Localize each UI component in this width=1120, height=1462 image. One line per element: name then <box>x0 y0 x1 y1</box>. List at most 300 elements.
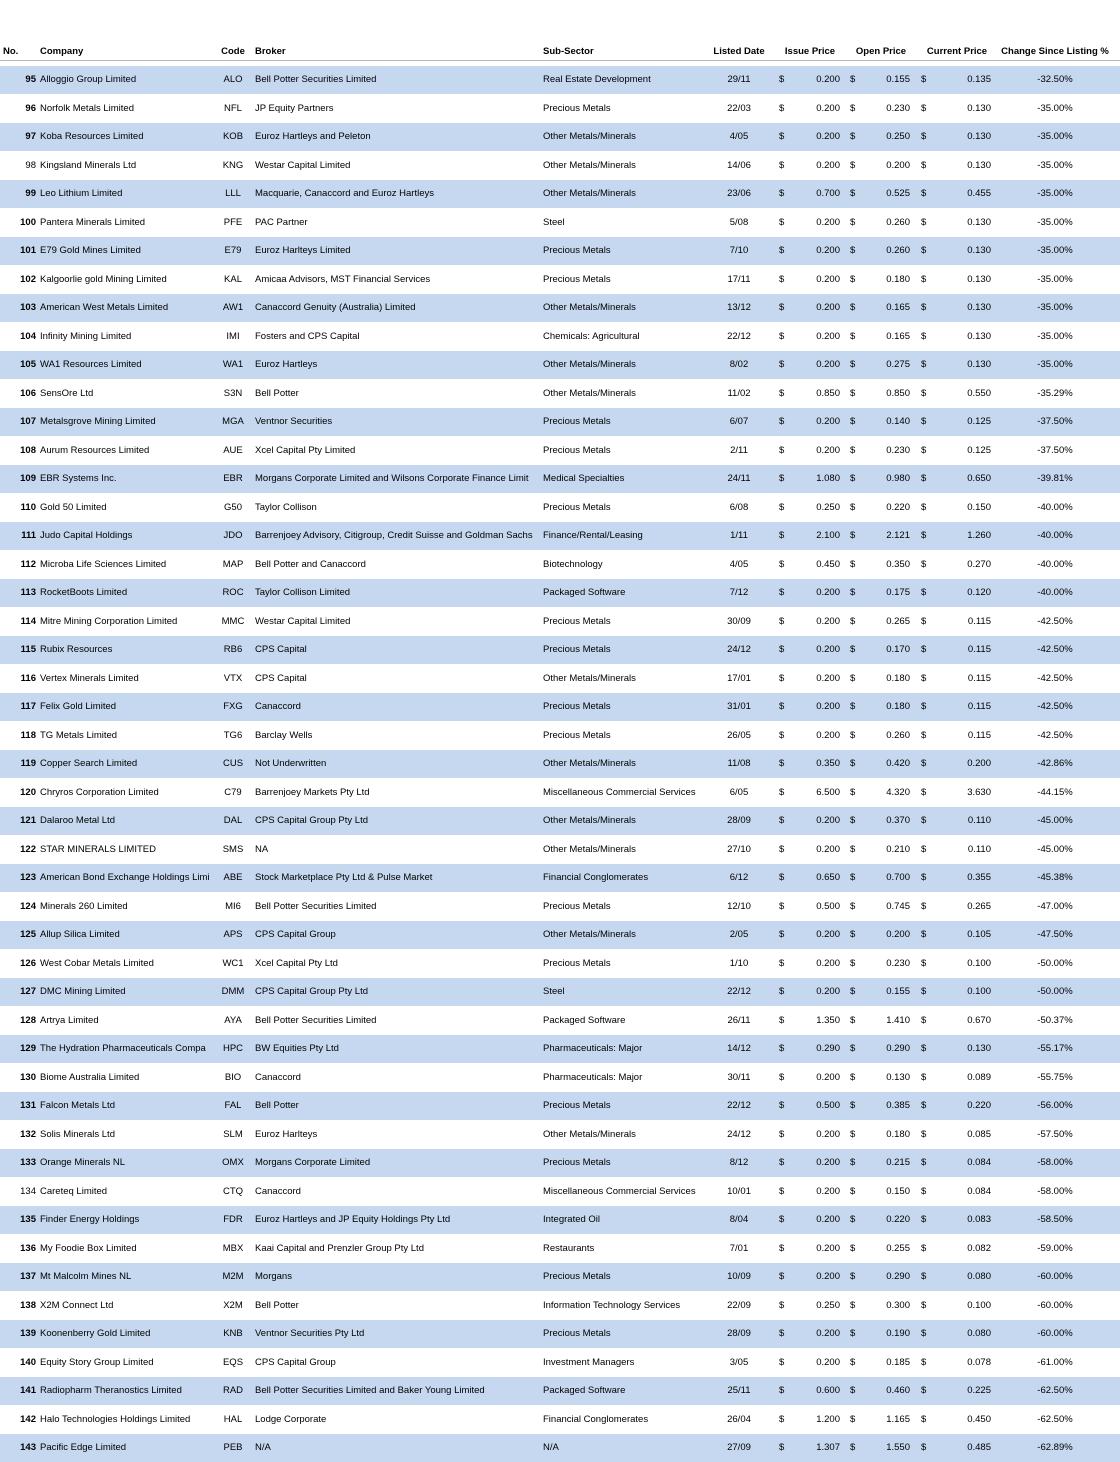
current-price-cell: 0.150 <box>935 493 991 522</box>
current-price-cell: 0.100 <box>935 949 991 978</box>
open-currency: $ <box>850 1291 860 1320</box>
code-cell: G50 <box>218 493 248 522</box>
table-row <box>0 807 1120 836</box>
header-row <box>0 41 1120 61</box>
issue-currency: $ <box>779 379 789 408</box>
current-currency: $ <box>921 180 931 209</box>
issue-currency: $ <box>779 522 789 551</box>
header-no: No. <box>3 41 37 61</box>
code-cell: C79 <box>218 778 248 807</box>
table-row <box>0 1291 1120 1320</box>
company-cell: Chryros Corporation Limited <box>40 778 218 807</box>
open-price-cell: 0.460 <box>860 1377 910 1406</box>
current-price-cell: 0.130 <box>935 1035 991 1064</box>
issue-price-cell: 1.307 <box>790 1434 840 1462</box>
open-currency: $ <box>850 835 860 864</box>
company-cell: Aurum Resources Limited <box>40 436 218 465</box>
open-price-cell: 0.525 <box>860 180 910 209</box>
row-no: 130 <box>2 1063 36 1092</box>
broker-cell: CPS Capital Group <box>255 1348 541 1377</box>
current-currency: $ <box>921 1177 931 1206</box>
row-no: 110 <box>2 493 36 522</box>
table-row <box>0 636 1120 665</box>
sub-sector-cell: Finance/Rental/Leasing <box>543 522 713 551</box>
broker-cell: Bell Potter <box>255 1092 541 1121</box>
current-currency: $ <box>921 892 931 921</box>
open-currency: $ <box>850 607 860 636</box>
table-row <box>0 66 1120 95</box>
open-currency: $ <box>850 66 860 95</box>
change-cell: -62.50% <box>1000 1405 1110 1434</box>
change-cell: -39.81% <box>1000 465 1110 494</box>
table-row <box>0 1006 1120 1035</box>
table-row <box>0 465 1120 494</box>
issue-price-cell: 0.200 <box>790 1177 840 1206</box>
current-price-cell: 0.115 <box>935 636 991 665</box>
current-currency: $ <box>921 1348 931 1377</box>
open-price-cell: 0.290 <box>860 1263 910 1292</box>
company-cell: My Foodie Box Limited <box>40 1234 218 1263</box>
broker-cell: N/A <box>255 1434 541 1462</box>
open-currency: $ <box>850 1177 860 1206</box>
company-cell: Minerals 260 Limited <box>40 892 218 921</box>
company-cell: The Hydration Pharmaceuticals Compa <box>40 1035 218 1064</box>
code-cell: MGA <box>218 408 248 437</box>
listed-date-cell: 31/01 <box>713 693 765 722</box>
sub-sector-cell: Pharmaceuticals: Major <box>543 1035 713 1064</box>
change-cell: -37.50% <box>1000 436 1110 465</box>
table-row <box>0 1434 1120 1462</box>
current-currency: $ <box>921 1377 931 1406</box>
table-row <box>0 151 1120 180</box>
issue-price-cell: 0.200 <box>790 151 840 180</box>
current-price-cell: 0.080 <box>935 1263 991 1292</box>
issue-currency: $ <box>779 208 789 237</box>
company-cell: Careteq Limited <box>40 1177 218 1206</box>
company-cell: American West Metals Limited <box>40 294 218 323</box>
company-cell: X2M Connect Ltd <box>40 1291 218 1320</box>
open-currency: $ <box>850 1092 860 1121</box>
current-currency: $ <box>921 465 931 494</box>
open-price-cell: 0.260 <box>860 237 910 266</box>
broker-cell: Not Underwritten <box>255 750 541 779</box>
table-row <box>0 1177 1120 1206</box>
code-cell: MMC <box>218 607 248 636</box>
open-price-cell: 0.220 <box>860 1206 910 1235</box>
current-currency: $ <box>921 978 931 1007</box>
table-row <box>0 94 1120 123</box>
current-price-cell: 0.270 <box>935 550 991 579</box>
issue-currency: $ <box>779 1063 789 1092</box>
current-price-cell: 0.084 <box>935 1177 991 1206</box>
company-cell: Leo Lithium Limited <box>40 180 218 209</box>
table-row <box>0 1348 1120 1377</box>
listed-date-cell: 22/03 <box>713 94 765 123</box>
company-cell: Koba Resources Limited <box>40 123 218 152</box>
sub-sector-cell: Other Metals/Minerals <box>543 180 713 209</box>
current-price-cell: 0.200 <box>935 750 991 779</box>
code-cell: RAD <box>218 1377 248 1406</box>
current-currency: $ <box>921 408 931 437</box>
row-no: 112 <box>2 550 36 579</box>
listed-date-cell: 14/12 <box>713 1035 765 1064</box>
issue-currency: $ <box>779 123 789 152</box>
listed-date-cell: 29/11 <box>713 66 765 95</box>
sub-sector-cell: Precious Metals <box>543 94 713 123</box>
open-price-cell: 0.250 <box>860 123 910 152</box>
row-no: 107 <box>2 408 36 437</box>
open-price-cell: 0.190 <box>860 1320 910 1349</box>
row-no: 121 <box>2 807 36 836</box>
listed-date-cell: 22/12 <box>713 978 765 1007</box>
change-cell: -42.50% <box>1000 693 1110 722</box>
company-cell: WA1 Resources Limited <box>40 351 218 380</box>
header-current-price: Current Price <box>921 41 993 61</box>
issue-price-cell: 0.200 <box>790 294 840 323</box>
issue-price-cell: 0.200 <box>790 322 840 351</box>
company-cell: Pacific Edge Limited <box>40 1434 218 1462</box>
sub-sector-cell: Investment Managers <box>543 1348 713 1377</box>
listed-date-cell: 8/04 <box>713 1206 765 1235</box>
row-no: 104 <box>2 322 36 351</box>
current-price-cell: 0.455 <box>935 180 991 209</box>
sub-sector-cell: Precious Metals <box>543 636 713 665</box>
open-price-cell: 0.210 <box>860 835 910 864</box>
company-cell: Alloggio Group Limited <box>40 66 218 95</box>
table-row <box>0 550 1120 579</box>
table-row <box>0 1405 1120 1434</box>
code-cell: MBX <box>218 1234 248 1263</box>
broker-cell: Euroz Harlteys <box>255 1120 541 1149</box>
broker-cell: Amicaa Advisors, MST Financial Services <box>255 265 541 294</box>
company-cell: E79 Gold Mines Limited <box>40 237 218 266</box>
open-currency: $ <box>850 151 860 180</box>
listed-date-cell: 7/01 <box>713 1234 765 1263</box>
listed-date-cell: 4/05 <box>713 123 765 152</box>
current-currency: $ <box>921 1120 931 1149</box>
issue-currency: $ <box>779 94 789 123</box>
issue-price-cell: 1.080 <box>790 465 840 494</box>
change-cell: -40.00% <box>1000 493 1110 522</box>
code-cell: FAL <box>218 1092 248 1121</box>
current-price-cell: 0.089 <box>935 1063 991 1092</box>
current-currency: $ <box>921 265 931 294</box>
sub-sector-cell: Financial Conglomerates <box>543 864 713 893</box>
issue-price-cell: 0.200 <box>790 1234 840 1263</box>
issue-price-cell: 0.200 <box>790 1120 840 1149</box>
current-price-cell: 0.100 <box>935 1291 991 1320</box>
issue-price-cell: 0.200 <box>790 408 840 437</box>
listed-date-cell: 17/01 <box>713 664 765 693</box>
code-cell: WC1 <box>218 949 248 978</box>
listed-date-cell: 23/06 <box>713 180 765 209</box>
listed-date-cell: 28/09 <box>713 807 765 836</box>
company-cell: Kalgoorlie gold Mining Limited <box>40 265 218 294</box>
listed-date-cell: 22/09 <box>713 1291 765 1320</box>
company-cell: Biome Australia Limited <box>40 1063 218 1092</box>
table-row <box>0 123 1120 152</box>
open-price-cell: 2.121 <box>860 522 910 551</box>
listed-date-cell: 24/11 <box>713 465 765 494</box>
company-cell: RocketBoots Limited <box>40 579 218 608</box>
code-cell: KNG <box>218 151 248 180</box>
company-cell: TG Metals Limited <box>40 721 218 750</box>
current-price-cell: 0.115 <box>935 607 991 636</box>
issue-currency: $ <box>779 1434 789 1462</box>
sub-sector-cell: Miscellaneous Commercial Services <box>543 778 713 807</box>
open-currency: $ <box>850 1263 860 1292</box>
issue-currency: $ <box>779 978 789 1007</box>
company-cell: Allup Silica Limited <box>40 921 218 950</box>
open-currency: $ <box>850 864 860 893</box>
listed-date-cell: 1/10 <box>713 949 765 978</box>
broker-cell: Westar Capital Limited <box>255 151 541 180</box>
open-price-cell: 1.550 <box>860 1434 910 1462</box>
open-currency: $ <box>850 1377 860 1406</box>
issue-price-cell: 0.650 <box>790 864 840 893</box>
table-row <box>0 1149 1120 1178</box>
issue-price-cell: 0.200 <box>790 1320 840 1349</box>
current-price-cell: 0.100 <box>935 978 991 1007</box>
table-row <box>0 180 1120 209</box>
open-currency: $ <box>850 778 860 807</box>
sub-sector-cell: Information Technology Services <box>543 1291 713 1320</box>
row-no: 135 <box>2 1206 36 1235</box>
open-currency: $ <box>850 379 860 408</box>
current-currency: $ <box>921 322 931 351</box>
broker-cell: Canaccord Genuity (Australia) Limited <box>255 294 541 323</box>
row-no: 95 <box>2 66 36 95</box>
company-cell: Copper Search Limited <box>40 750 218 779</box>
listed-date-cell: 8/12 <box>713 1149 765 1178</box>
listed-date-cell: 25/11 <box>713 1377 765 1406</box>
current-price-cell: 0.130 <box>935 94 991 123</box>
listed-date-cell: 24/12 <box>713 1120 765 1149</box>
broker-cell: Barrenjoey Markets Pty Ltd <box>255 778 541 807</box>
code-cell: AYA <box>218 1006 248 1035</box>
code-cell: KAL <box>218 265 248 294</box>
sub-sector-cell: Miscellaneous Commercial Services <box>543 1177 713 1206</box>
issue-price-cell: 0.200 <box>790 1149 840 1178</box>
current-currency: $ <box>921 1092 931 1121</box>
change-cell: -61.00% <box>1000 1348 1110 1377</box>
sub-sector-cell: Precious Metals <box>543 1149 713 1178</box>
code-cell: EBR <box>218 465 248 494</box>
code-cell: CTQ <box>218 1177 248 1206</box>
header-company: Company <box>40 41 218 61</box>
row-no: 133 <box>2 1149 36 1178</box>
open-price-cell: 0.175 <box>860 579 910 608</box>
current-price-cell: 0.082 <box>935 1234 991 1263</box>
open-price-cell: 0.260 <box>860 721 910 750</box>
change-cell: -35.00% <box>1000 294 1110 323</box>
current-currency: $ <box>921 636 931 665</box>
row-no: 124 <box>2 892 36 921</box>
header-code: Code <box>218 41 248 61</box>
listed-date-cell: 12/10 <box>713 892 765 921</box>
row-no: 116 <box>2 664 36 693</box>
current-price-cell: 0.135 <box>935 66 991 95</box>
current-currency: $ <box>921 1234 931 1263</box>
issue-price-cell: 2.100 <box>790 522 840 551</box>
issue-currency: $ <box>779 1377 789 1406</box>
sub-sector-cell: Precious Metals <box>543 436 713 465</box>
change-cell: -50.37% <box>1000 1006 1110 1035</box>
open-price-cell: 0.350 <box>860 550 910 579</box>
broker-cell: PAC Partner <box>255 208 541 237</box>
issue-currency: $ <box>779 1348 789 1377</box>
issue-price-cell: 0.200 <box>790 721 840 750</box>
table-row <box>0 579 1120 608</box>
open-price-cell: 1.410 <box>860 1006 910 1035</box>
code-cell: APS <box>218 921 248 950</box>
current-price-cell: 0.120 <box>935 579 991 608</box>
listed-date-cell: 6/07 <box>713 408 765 437</box>
sub-sector-cell: Other Metals/Minerals <box>543 807 713 836</box>
listed-date-cell: 7/10 <box>713 237 765 266</box>
issue-currency: $ <box>779 664 789 693</box>
open-price-cell: 0.275 <box>860 351 910 380</box>
open-currency: $ <box>850 180 860 209</box>
sub-sector-cell: Biotechnology <box>543 550 713 579</box>
sub-sector-cell: Precious Metals <box>543 237 713 266</box>
current-price-cell: 0.130 <box>935 265 991 294</box>
broker-cell: NA <box>255 835 541 864</box>
current-currency: $ <box>921 436 931 465</box>
open-price-cell: 0.850 <box>860 379 910 408</box>
company-cell: Equity Story Group Limited <box>40 1348 218 1377</box>
current-currency: $ <box>921 664 931 693</box>
header-divider <box>0 60 1120 61</box>
current-currency: $ <box>921 550 931 579</box>
open-price-cell: 0.185 <box>860 1348 910 1377</box>
listed-date-cell: 27/10 <box>713 835 765 864</box>
table-row <box>0 778 1120 807</box>
issue-price-cell: 0.700 <box>790 180 840 209</box>
open-currency: $ <box>850 550 860 579</box>
change-cell: -40.00% <box>1000 579 1110 608</box>
listed-date-cell: 11/08 <box>713 750 765 779</box>
current-currency: $ <box>921 522 931 551</box>
code-cell: DAL <box>218 807 248 836</box>
sub-sector-cell: Other Metals/Minerals <box>543 664 713 693</box>
table-row <box>0 864 1120 893</box>
row-no: 96 <box>2 94 36 123</box>
broker-cell: Kaai Capital and Prenzler Group Pty Ltd <box>255 1234 541 1263</box>
row-no: 102 <box>2 265 36 294</box>
broker-cell: BW Equities Pty Ltd <box>255 1035 541 1064</box>
open-price-cell: 0.290 <box>860 1035 910 1064</box>
current-price-cell: 0.130 <box>935 237 991 266</box>
row-no: 114 <box>2 607 36 636</box>
company-cell: Vertex Minerals Limited <box>40 664 218 693</box>
company-cell: Radiopharm Theranostics Limited <box>40 1377 218 1406</box>
current-price-cell: 0.670 <box>935 1006 991 1035</box>
open-price-cell: 0.180 <box>860 693 910 722</box>
open-currency: $ <box>850 750 860 779</box>
open-price-cell: 0.200 <box>860 921 910 950</box>
row-no: 119 <box>2 750 36 779</box>
code-cell: DMM <box>218 978 248 1007</box>
code-cell: PFE <box>218 208 248 237</box>
sub-sector-cell: Financial Conglomerates <box>543 1405 713 1434</box>
open-price-cell: 0.150 <box>860 1177 910 1206</box>
row-no: 98 <box>2 151 36 180</box>
current-price-cell: 0.355 <box>935 864 991 893</box>
table-row <box>0 607 1120 636</box>
row-no: 129 <box>2 1035 36 1064</box>
issue-price-cell: 0.290 <box>790 1035 840 1064</box>
listed-date-cell: 14/06 <box>713 151 765 180</box>
broker-cell: Lodge Corporate <box>255 1405 541 1434</box>
current-currency: $ <box>921 66 931 95</box>
sub-sector-cell: Packaged Software <box>543 1377 713 1406</box>
broker-cell: Euroz Hartleys <box>255 351 541 380</box>
open-currency: $ <box>850 636 860 665</box>
row-no: 111 <box>2 522 36 551</box>
open-currency: $ <box>850 693 860 722</box>
listed-date-cell: 6/08 <box>713 493 765 522</box>
code-cell: CUS <box>218 750 248 779</box>
current-currency: $ <box>921 921 931 950</box>
change-cell: -40.00% <box>1000 522 1110 551</box>
broker-cell: JP Equity Partners <box>255 94 541 123</box>
code-cell: BIO <box>218 1063 248 1092</box>
sub-sector-cell: Other Metals/Minerals <box>543 379 713 408</box>
table-row <box>0 921 1120 950</box>
current-currency: $ <box>921 294 931 323</box>
sub-sector-cell: Precious Metals <box>543 721 713 750</box>
current-currency: $ <box>921 1320 931 1349</box>
open-price-cell: 0.370 <box>860 807 910 836</box>
current-price-cell: 0.550 <box>935 379 991 408</box>
listed-date-cell: 26/11 <box>713 1006 765 1035</box>
table-row <box>0 294 1120 323</box>
code-cell: KNB <box>218 1320 248 1349</box>
code-cell: AW1 <box>218 294 248 323</box>
open-price-cell: 0.420 <box>860 750 910 779</box>
code-cell: SLM <box>218 1120 248 1149</box>
broker-cell: Xcel Capital Pty Limited <box>255 436 541 465</box>
change-cell: -32.50% <box>1000 66 1110 95</box>
issue-price-cell: 0.200 <box>790 1348 840 1377</box>
issue-price-cell: 0.200 <box>790 351 840 380</box>
open-price-cell: 0.745 <box>860 892 910 921</box>
header-listed-date: Listed Date <box>708 41 770 61</box>
listed-date-cell: 22/12 <box>713 1092 765 1121</box>
company-cell: American Bond Exchange Holdings Limi <box>40 864 218 893</box>
broker-cell: Fosters and CPS Capital <box>255 322 541 351</box>
row-no: 123 <box>2 864 36 893</box>
open-currency: $ <box>850 94 860 123</box>
current-currency: $ <box>921 1291 931 1320</box>
current-price-cell: 0.125 <box>935 436 991 465</box>
row-no: 108 <box>2 436 36 465</box>
code-cell: TG6 <box>218 721 248 750</box>
table-row <box>0 1320 1120 1349</box>
current-price-cell: 3.630 <box>935 778 991 807</box>
change-cell: -55.75% <box>1000 1063 1110 1092</box>
change-cell: -35.00% <box>1000 123 1110 152</box>
sub-sector-cell: Steel <box>543 208 713 237</box>
open-price-cell: 0.300 <box>860 1291 910 1320</box>
current-currency: $ <box>921 208 931 237</box>
issue-price-cell: 0.200 <box>790 607 840 636</box>
open-price-cell: 0.385 <box>860 1092 910 1121</box>
issue-price-cell: 0.600 <box>790 1377 840 1406</box>
open-currency: $ <box>850 436 860 465</box>
code-cell: FXG <box>218 693 248 722</box>
